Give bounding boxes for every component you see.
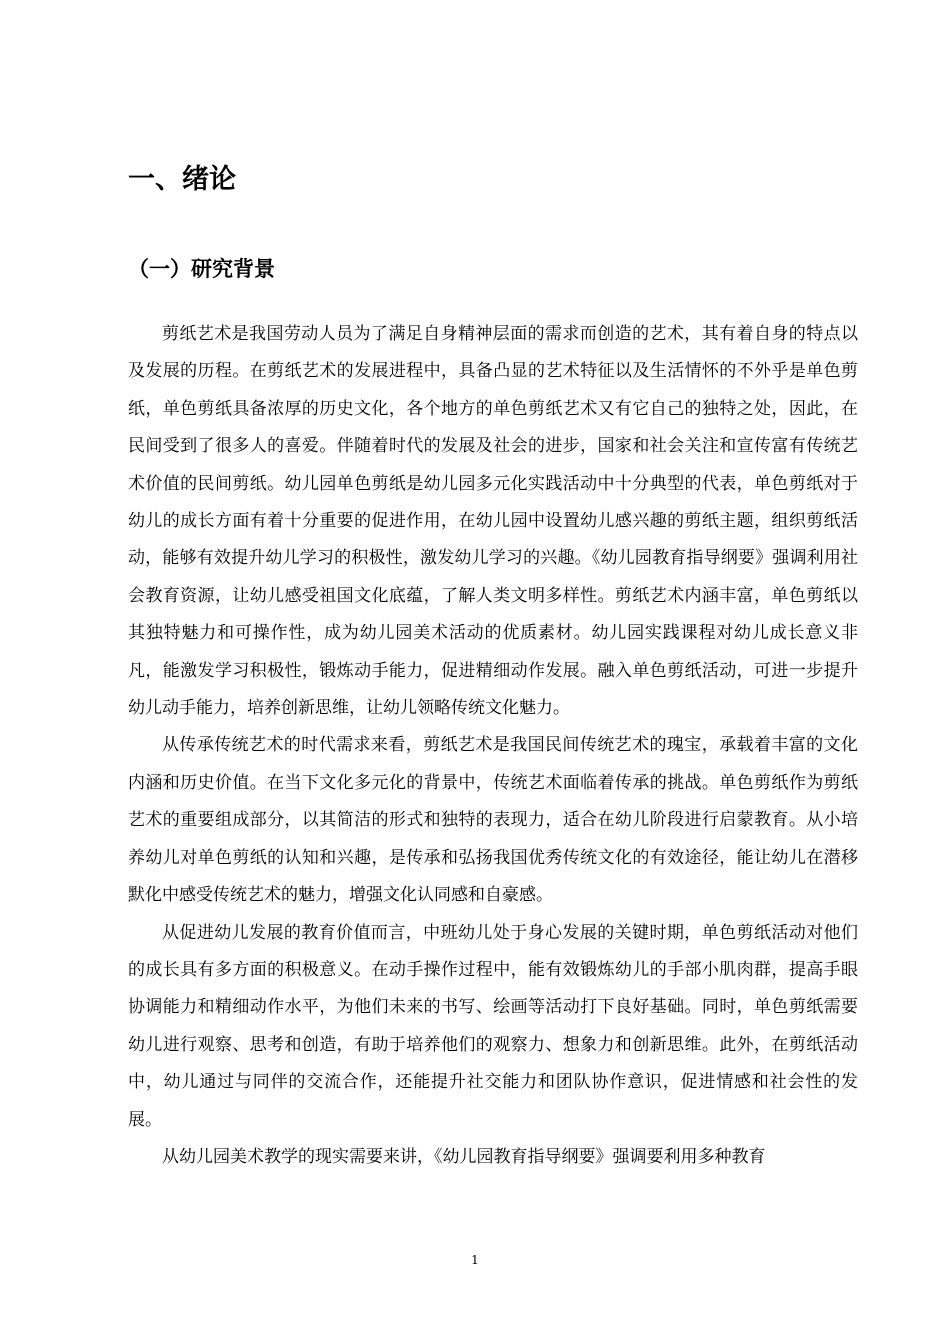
paragraph-3: 从促进幼儿发展的教育价值而言，中班幼儿处于身心发展的关键时期，单色剪纸活动对他们的成长具有多方面的积极意义。在动手操作过程中，能有效锻炼幼儿的手部小肌肉群，提高手眼协调能力和精细动作水平，为他们未来的书写、绘画等活动打下良好基础。同时，单色剪纸需要幼儿进行观察、思考和创造，有助于培养他们的观察力、想象力和创新思维。此外，在剪纸活动中，幼儿通过与同伴的交流合作，还能提升社交能力和团队协作意识，促进情感和社会性的发展。 xyxy=(128,922,858,1130)
page-number: 1 xyxy=(471,1253,479,1267)
body-text xyxy=(128,316,858,1176)
section-heading: （一）研究背景 xyxy=(128,257,275,281)
chapter-heading: 一、绪论 xyxy=(128,164,236,195)
paragraph-4: 从幼儿园美术教学的现实需要来讲，《幼儿园教育指导纲要》强调要利用多种教育 xyxy=(162,1146,766,1167)
paragraph-2: 从传承传统艺术的时代需求来看，剪纸艺术是我国民间传统艺术的瑰宝，承载着丰富的文化内涵和历史价值。在当下文化多元化的背景中，传统艺术面临着传承的挑战。单色剪纸作为剪纸艺术的重要组成部分，以其简洁的形式和独特的表现力，适合在幼儿阶段进行启蒙教育。从小培养幼儿对单色剪纸的认知和兴趣，是传承和弘扬我国优秀传统文化的有效途径，能让幼儿在潜移默化中感受传统艺术的魅力，增强文化认同感和自豪感。 xyxy=(128,735,858,906)
paragraph-1: 剪纸艺术是我国劳动人员为了满足自身精神层面的需求而创造的艺术，其有着自身的特点以及发展的历程。在剪纸艺术的发展进程中，具备凸显的艺术特征以及生活情怀的不外乎是单色剪纸，单色剪纸具备浓厚的历史文化，各个地方的单色剪纸艺术又有它自己的独特之处，因此，在民间受到了很多人的喜爱。伴随着时代的发展及社会的进步，国家和社会关注和宣传富有传统艺术价值的民间剪纸。幼儿园单色剪纸是幼儿园多元化实践活动中十分典型的代表，单色剪纸对于幼儿的成长方面有着十分重要的促进作用，在幼儿园中设置幼儿感兴趣的剪纸主题，组织剪纸活动，能够有效提升幼儿学习的积极性，激发幼儿学习的兴趣。《幼儿园教育指导纲要》强调利用社会教育资源，让幼儿感受祖国文化底蕴，了解人类文明多样性。剪纸艺术内涵丰富，单色剪纸以其独特魅力和可操作性，成为幼儿园美术活动的优质素材。幼儿园实践课程对幼儿成长意义非凡，能激发学习积极性，锻炼动手能力，促进精细动作发展。融入单色剪纸活动，可进一步提升幼儿动手能力，培养创新思维，让幼儿领略传统文化魅力。 xyxy=(128,324,858,719)
